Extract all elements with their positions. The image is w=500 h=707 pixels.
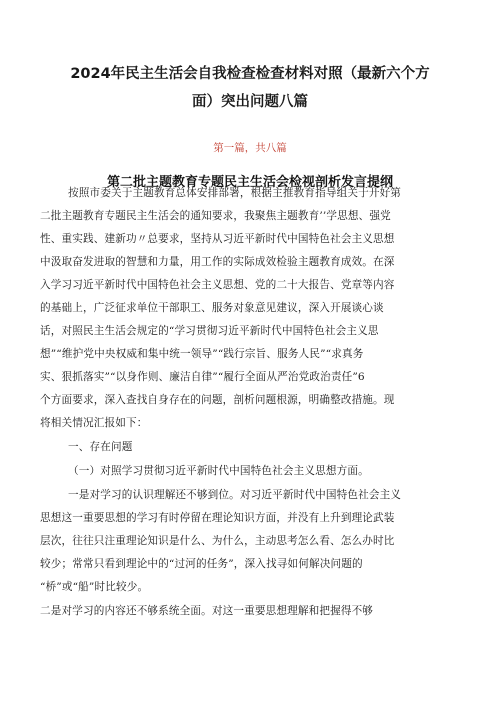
body-line: 入学习习近平新时代中国特色社会主义思想、党的二十大报告、党章等内容 bbox=[40, 279, 395, 291]
section-heading: 第二批主题教育专题民主生活会检视剖析发言提纲 bbox=[106, 174, 393, 190]
body-line: “桥”或“船”时比较少。 bbox=[40, 581, 149, 593]
body-line: 性、重实践、建新功〃总要求，坚持从习近平新时代中国特色社会主义思想 bbox=[40, 233, 395, 245]
body-line: 思想这一重要思想的学习有时停留在理论知识方面，并没有上升到理论武装 bbox=[40, 512, 395, 524]
body-line: 一是对学习的认识理解还不够到位。对习近平新时代中国特色社会主义 bbox=[68, 489, 402, 501]
body-line: 个方面要求，深入查找自身存在的问题，剖析问题根源，明确整改措施。现 bbox=[40, 394, 395, 406]
body-line: 的基础上，广泛征求单位干部职工、服务对象意见建议，深入开展谈心谈 bbox=[40, 302, 384, 314]
body-line: 中汲取奋发进取的智慧和力量，用工作的实际成效检验主题教育成效。在深 bbox=[40, 256, 395, 268]
document-title-line-1: 2024年民主生活会自我检查检查材料对照（最新六个方 bbox=[70, 66, 430, 82]
body-line: 话，对照民主生活会规定的“学习贯彻习近平新时代中国特色社会主义思 bbox=[40, 325, 379, 337]
body-line: 按照市委关于主题教育总体安排部署，根据主推教育指导组关于开好第 bbox=[68, 187, 402, 199]
body-line: 实、狠抓落实”“以身作则、廉洁自律”“履行全面从严治党政治责任”6 bbox=[40, 371, 365, 383]
body-line: 想”“维护党中央权威和集中统一领导”“践行宗旨、服务人民”“求真务 bbox=[40, 348, 364, 360]
document-title-line-2: 面）突出问题八篇 bbox=[192, 94, 308, 110]
body-line: 层次，往往只注重理论知识是什么、为什么，主动思考怎么看、怎么办时比 bbox=[40, 535, 395, 547]
subheading-existing-problems: 一、存在问题 bbox=[68, 441, 133, 453]
body-line: 二是对学习的内容还不够系统全面。对这一重要思想理解和把握得不够 bbox=[40, 605, 374, 617]
subheading-point-one: （一）对照学习贯彻习近平新时代中国特色社会主义思想方面。 bbox=[68, 465, 369, 477]
body-line: 将相关情况汇报如下： bbox=[40, 417, 148, 429]
body-line: 较少；常常只看到理论中的“过河的任务”，深入找寻如何解决问题的 bbox=[40, 558, 363, 570]
part-label: 第一篇，共八篇 bbox=[213, 142, 287, 154]
body-line: 二批主题教育专题民主生活会的通知要求，我聚焦主题教育’’学思想、强党 bbox=[40, 210, 391, 222]
